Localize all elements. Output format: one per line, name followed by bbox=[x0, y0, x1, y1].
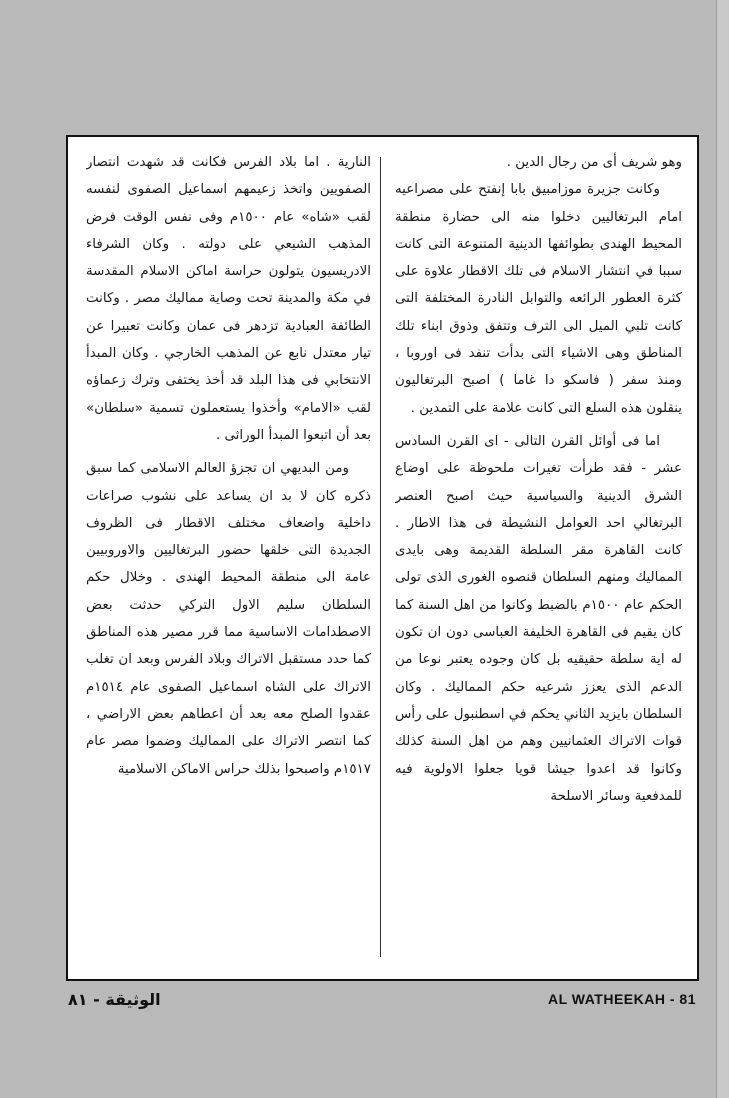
page-edge bbox=[716, 0, 729, 1098]
page-number-latin: AL WATHEEKAH - 81 bbox=[548, 991, 696, 1007]
text-column-left bbox=[86, 149, 371, 967]
paragraph: النارية . اما بلاد الفرس فكانت قد شهدت انتصار الصفويين واتخذ زعيمهم اسماعيل الصفوى لنفسه لقب «شاه» عام ١٥٠٠م وفى نفس الوقت فرض المذهب الشيعي على دولته . وكان الشرفاء الادريسيون يتولون حراسة اماكن الاسلام المقدسة في مكة والمدينة تحت وصاية مماليك مصر . وكانت الطائفة العبادية تزدهر فى عمان وكانت تعبيرا عن تيار معتدل نابع عن المذهب الخارجي . وكان المبدأ الانتخابي فى هذا البلد قد أخذ يختفى وترك زعماؤه لقب «الامام» وأخذوا يستعملون تسمية «سلطان» بعد أن اتبعوا المبدأ الوراثى . bbox=[86, 155, 371, 443]
paragraph: اما فى أوائل القرن التالى - اى القرن السادس عشر - فقد طرأت تغيرات ملحوظة على اوضاع الشرق الدينية والسياسية حيث اصبح العنصر البرتغالي احد العوامل النشيطة فى هذا الاطار . كانت القاهرة مقر السلطة القديمة وهى بايدى المماليك ومنهم السلطان قنصوه الغورى الذى تولى الحكم عام ١٥٠٠م بالضبط وكانوا من اهل السنة كما كان يقيم فى القاهرة الخليفة العباسى دون ان تكون له اية سلطة حقيقيه بل كان وجوده يعتبر نوعا من الدعم الذى يعزز شرعيه حكم المماليك . وكان السلطان بايزيد الثاني يحكم في اسطنبول على رأس قوات الاتراك العثمانيين وهم من اهل السنة كذلك وكانوا قد اعدوا جيشا قويا جعلوا الاولوية فيه للمدفعية وسائر الاسلحة bbox=[395, 433, 682, 804]
paragraph: وكانت جزيرة موزامبيق بابا إنفتح على مصراعيه امام البرتغاليين دخلوا منه الى حضارة منطقة المحيط الهندى بطوائفها الدينية المتنوعة التى كانت سببا في انتشار الاسلام فى تلك الاقطار علاوة على كثرة العطور الرائعه والتوابل النادرة المختلفة التى كانت تلبي الميل الى الترف وتتفق وذوق ابناء تلك المناطق وهى الاشياء التى بدأت تنفد فى اوروبا ، ومنذ سفر ( فاسكو دا غاما ) اصبح البرتغاليون ينقلون هذه السلع التى كانت علامة على التمدين . bbox=[395, 182, 682, 416]
page-number-arabic: الوثيقة - ٨١ bbox=[68, 990, 161, 1009]
text-column-right bbox=[395, 149, 682, 967]
article-frame bbox=[66, 135, 699, 981]
paragraph: وهو شريف أى من رجال الدين . bbox=[506, 155, 682, 170]
paragraph: ومن البديهي ان تجزؤ العالم الاسلامى كما سبق ذكره كان لا بد ان يساعد على نشوب صراعات داخلية واضعاف مختلف الاقطار فى الظروف الجديدة التى خلقها حضور البرتغاليين والاوروبيين عامة الى منطقة المحيط الهندى . وخلال حكم السلطان سليم الاول التركي حدثت بعض الاصطدامات الاساسية مما قرر مصير هذه المناطق كما حدد مستقبل الاتراك وبلاد الفرس وبعد ان تغلب الاتراك على الشاه اسماعيل الصفوى عام ١٥١٤م عقدوا الصلح معه بعد أن اعطاهم بعض الاراضي ، كما انتصر الاتراك على المماليك وضموا مصر عام ١٥١٧م واصبحوا بذلك حراس الاماكن الاسلامية bbox=[86, 461, 371, 777]
column-divider bbox=[380, 157, 381, 957]
